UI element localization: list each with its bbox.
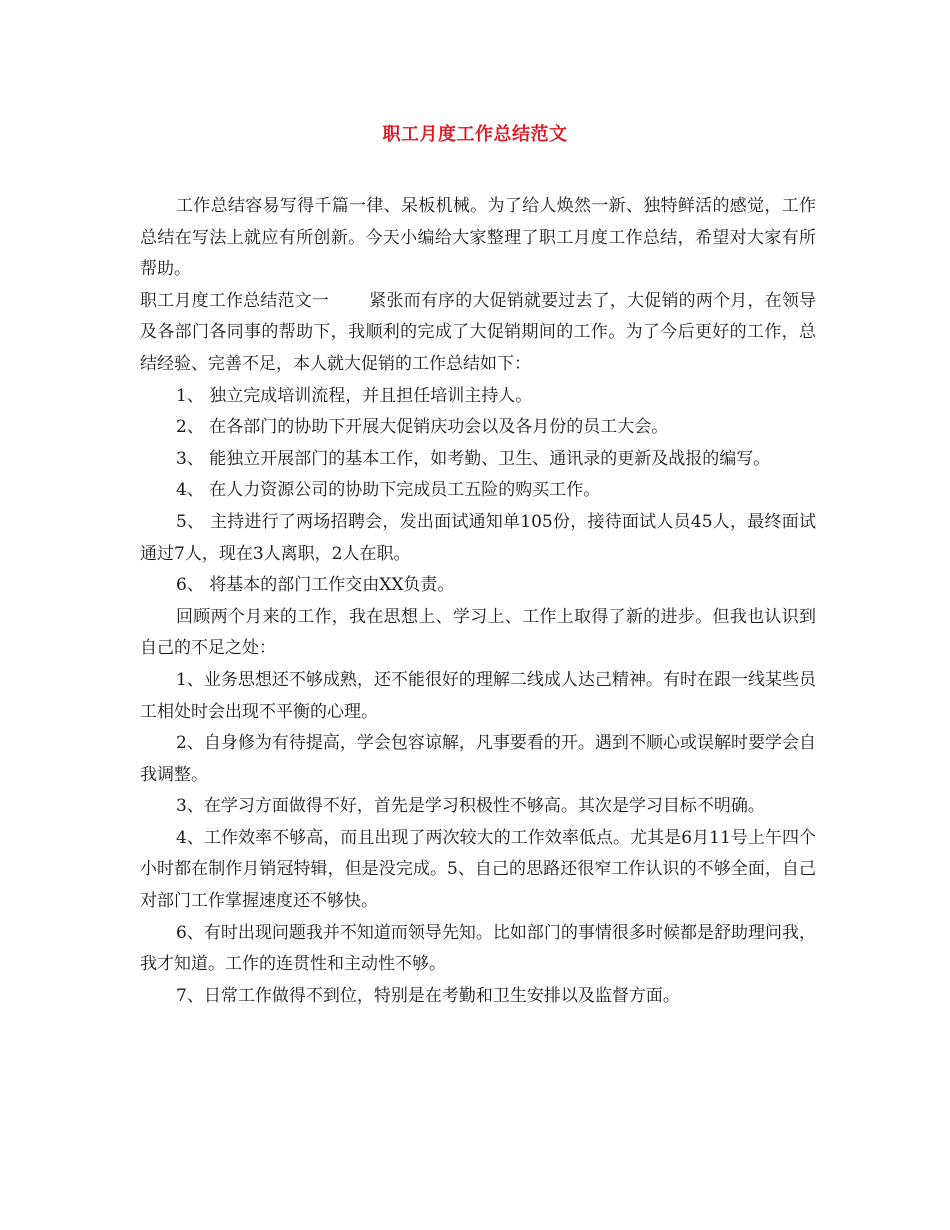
section-lead: 紧张而有序的大促销就要过去了，大促销的两个月，在领导及各部门各同事的帮助下，我顺利的完成了大促销期间的工作。为了今后更好的工作，总结经验、完善不足，本人就大促销的工作总结如下： [140, 290, 817, 374]
shortcoming-item: 2、自身修为有待提高，学会包容谅解，凡事要看的开。遇到不顺心或误解时要学会自我调整。 [140, 733, 816, 785]
document-title: 职工月度工作总结范文 [382, 124, 568, 145]
shortcoming-item: 6、有时出现问题我并不知道而领导先知。比如部门的事情很多时候都是舒助理问我，我才知道。工作的连贯性和主动性不够。 [140, 922, 816, 975]
shortcoming-item: 7、日常工作做得不到位，特别是在考勤和卫生安排以及监督方面。 [176, 985, 680, 1006]
achievement-item: 5、 主持进行了两场招聘会，发出面试通知单105份，接待面试人员45人，最终面试通过7人，现在3人离职，2人在职。 [140, 511, 816, 564]
document-body [140, 191, 816, 1012]
section-paragraph [140, 286, 816, 381]
achievement-item: 4、 在人力资源公司的协助下完成员工五险的购买工作。 [176, 480, 601, 501]
achievement-item: 1、 独立完成培训流程，并且担任培训主持人。 [176, 385, 533, 406]
shortcoming-item: 1、业务思想还不够成熟，还不能很好的理解二线成人达己精神。有时在跟一线某些员工相处时会出现不平衡的心理。 [140, 669, 816, 722]
intro-paragraph: 工作总结容易写得千篇一律、呆板机械。为了给人焕然一新、独特鲜活的感觉，工作总结在写法上就应有所创新。今天小编给大家整理了职工月度工作总结，希望对大家有所帮助。 [140, 196, 816, 280]
achievement-item: 3、 能独立开展部门的基本工作，如考勤、卫生、通讯录的更新及战报的编写。 [176, 448, 771, 469]
achievement-item: 6、 将基本的部门工作交由XX负责。 [176, 575, 455, 596]
shortcoming-item: 3、在学习方面做得不好，首先是学习积极性不够高。其次是学习目标不明确。 [176, 796, 765, 817]
achievement-item: 2、 在各部门的协助下开展大促销庆功会以及各月份的员工大会。 [176, 417, 669, 438]
review-paragraph: 回顾两个月来的工作，我在思想上、学习上、工作上取得了新的进步。但我也认识到自己的不足之处： [140, 606, 816, 659]
section-heading: 职工月度工作总结范文一 [140, 290, 330, 311]
shortcoming-item: 4、工作效率不够高，而且出现了两次较大的工作效率低点。尤其是6月11号上午四个小时都在制作月销冠特辑，但是没完成。5、自己的思路还很窄工作认识的不够全面，自己对部门工作掌握速度还不够快。 [140, 827, 816, 912]
